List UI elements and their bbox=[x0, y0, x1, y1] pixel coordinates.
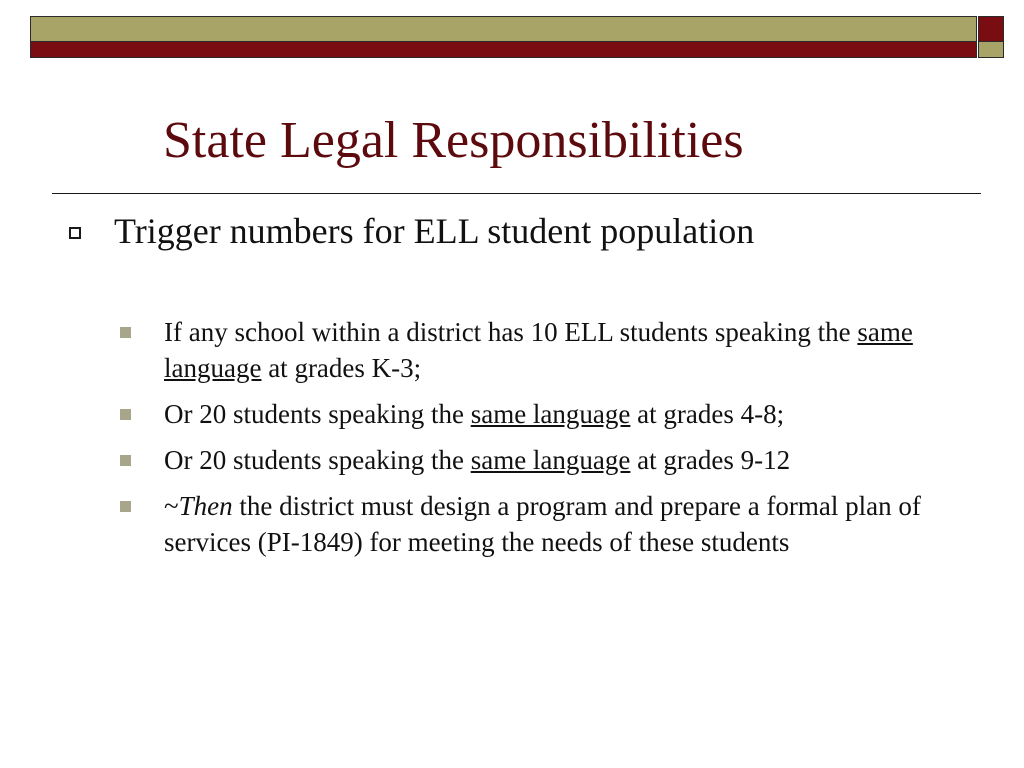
sub-bullet-text-before: If any school within a district has 10 ELL students speaking the bbox=[164, 317, 858, 347]
hollow-square-bullet-icon bbox=[69, 227, 81, 239]
top-banner-maroon-bar bbox=[30, 41, 977, 58]
sub-bullet-text-before: Or 20 students speaking the bbox=[164, 399, 471, 429]
sub-bullet-text bbox=[164, 445, 790, 475]
slide-title: State Legal Responsibilities bbox=[163, 112, 744, 169]
italic-word: Then bbox=[178, 491, 233, 521]
corner-olive-square bbox=[978, 41, 1004, 58]
filled-square-bullet-icon bbox=[120, 327, 131, 338]
sub-bullet-item bbox=[120, 396, 1000, 432]
title-divider bbox=[52, 193, 981, 194]
sub-bullet-text bbox=[164, 399, 784, 429]
main-bullet-text: Trigger numbers for ELL student population bbox=[114, 211, 755, 251]
sub-bullet-item bbox=[120, 442, 1000, 478]
underlined-phrase: same language bbox=[470, 445, 631, 475]
sub-bullet-text-prefix: ~ bbox=[164, 491, 179, 521]
sub-bullet-list bbox=[120, 314, 1000, 570]
sub-bullet-text-before: Or 20 students speaking the bbox=[164, 445, 471, 475]
underlined-phrase: same language bbox=[470, 399, 631, 429]
corner-maroon-square bbox=[978, 16, 1004, 42]
filled-square-bullet-icon bbox=[120, 455, 131, 466]
sub-bullet-text bbox=[164, 317, 913, 383]
sub-bullet-text bbox=[164, 491, 921, 557]
sub-bullet-item bbox=[120, 488, 1000, 560]
filled-square-bullet-icon bbox=[120, 409, 131, 420]
top-banner-olive-bar bbox=[30, 16, 977, 42]
sub-bullet-text-after: at grades 9-12 bbox=[630, 445, 791, 475]
filled-square-bullet-icon bbox=[120, 501, 131, 512]
underlined-phrase: same language bbox=[164, 317, 913, 383]
sub-bullet-text-after: the district must design a program and prepare a formal plan of services (PI-1849) for meeting the needs of these students bbox=[164, 491, 921, 557]
sub-bullet-item bbox=[120, 314, 1000, 386]
sub-bullet-text-after: at grades K-3; bbox=[261, 353, 422, 383]
sub-bullet-text-after: at grades 4-8; bbox=[630, 399, 785, 429]
